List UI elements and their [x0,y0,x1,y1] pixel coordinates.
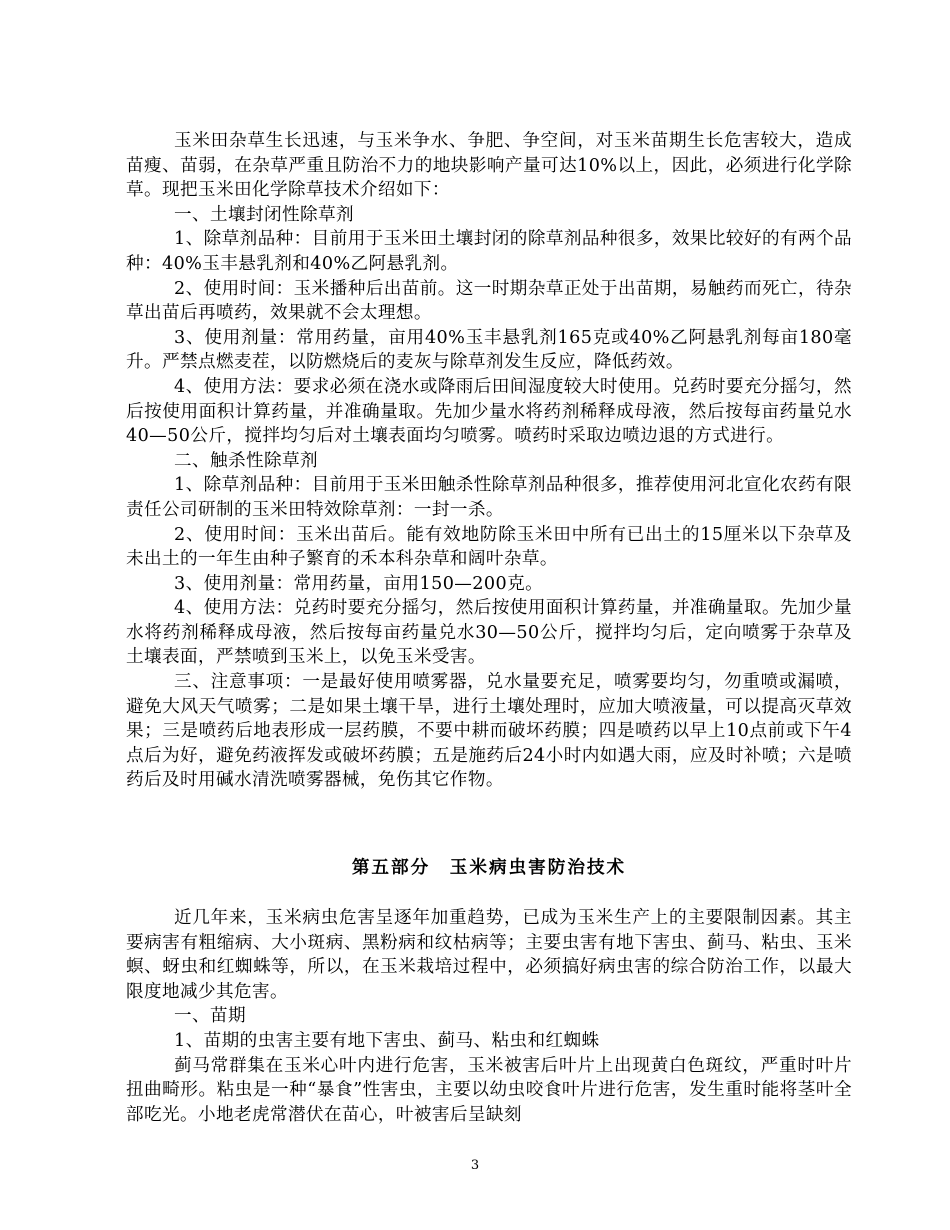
paragraph: 4、使用方法：兑药时要充分摇匀，然后按使用面积计算药量，并准确量取。先加少量水将药剂稀释成母液，然后按每亩药量兑水30—50公斤，搅拌均匀后，定向喷雾于杂草及土壤表面，严禁喷到玉米上，以免玉米受害。 [126,598,852,668]
paragraph: 近几年来，玉米病虫危害呈逐年加重趋势，已成为玉米生产上的主要限制因素。其主要病害有粗缩病、大小斑病、黑粉病和纹枯病等；主要虫害有地下害虫、蓟马、粘虫、玉米螟、蚜虫和红蜘蛛等，所以，在玉米栽培过程中，必须搞好病虫害的综合防治工作，以最大限度地减少其危害。 [126,908,852,1002]
section-heading: 第五部分 玉米病虫害防治技术 [351,858,627,878]
paragraph: 玉米田杂草生长迅速，与玉米争水、争肥、争空间，对玉米苗期生长危害较大，造成苗瘦、苗弱，在杂草严重且防治不力的地块影响产量可达10%以上，因此，必须进行化学除草。现把玉米田化学除草技术介绍如下： [126,131,852,201]
paragraph: 蓟马常群集在玉米心叶内进行危害，玉米被害后叶片上出现黄白色斑纹，严重时叶片扭曲畸形。粘虫是一种“暴食”性害虫，主要以幼虫咬食叶片进行危害，发生重时能将茎叶全部吃光。小地老虎常潜伏在苗心，叶被害后呈缺刻 [126,1055,852,1125]
paragraph: 3、使用剂量：常用药量，亩用150—200克。 [174,573,544,594]
paragraph: 2、使用时间：玉米出苗后。能有效地防除玉米田中所有已出土的15厘米以下杂草及未出土的一年生由种子繁育的禾本科杂草和阔叶杂草。 [126,524,852,570]
paragraph: 三、注意事项：一是最好使用喷雾器，兑水量要充足，喷雾要均匀，勿重喷或漏喷，避免大风天气喷雾；二是如果土壤干旱，进行土壤处理时，应加大喷液量，可以提高灭草效果；三是喷药后地表形成一层药膜，不要中耕而破坏药膜；四是喷药以早上10点前或下午4点后为好，避免药液挥发或破坏药膜；五是施药后24小时内如遇大雨，应及时补喷；六是喷药后及时用碱水清洗喷雾器械，免伤其它作物。 [126,672,852,791]
paragraph: 4、使用方法：要求必须在浇水或降雨后田间湿度较大时使用。兑药时要充分摇匀，然后按使用面积计算药量，并准确量取。先加少量水将药剂稀释成母液，然后按每亩药量兑水40—50公斤，搅拌均匀后对土壤表面均匀喷雾。喷药时采取边喷边退的方式进行。 [126,376,852,447]
weed-control-section [126,129,852,793]
paragraph: 2、使用时间：玉米播种后出苗前。这一时期杂草正处于出苗期，易触药而死亡，待杂草出苗后再喷药，效果就不会太理想。 [126,278,852,324]
paragraph: 1、苗期的虫害主要有地下害虫、蓟马、粘虫和红蜘蛛 [174,1030,600,1051]
pest-control-section [126,906,852,1127]
paragraph: 1、除草剂品种：目前用于玉米田土壤封闭的除草剂品种很多，效果比较好的有两个品种：40%玉丰悬乳剂和40%乙阿悬乳剂。 [126,229,852,274]
paragraph: 3、使用剂量：常用药量，亩用40%玉丰悬乳剂165克或40%乙阿悬乳剂每亩180毫升。严禁点燃麦茬，以防燃烧后的麦灰与除草剂发生反应，降低药效。 [126,327,852,373]
subheading-contact-herbicide: 二、触杀性除草剂 [174,450,318,471]
subheading-seedling-stage: 一、苗期 [174,1006,246,1027]
page-number: 3 [470,1158,480,1173]
paragraph: 1、除草剂品种：目前用于玉米田触杀性除草剂品种很多，推荐使用河北宣化农药有限责任公司研制的玉米田特效除草剂：一封一杀。 [126,475,852,520]
subheading-soil-sealing: 一、土壤封闭性除草剂 [174,204,354,225]
